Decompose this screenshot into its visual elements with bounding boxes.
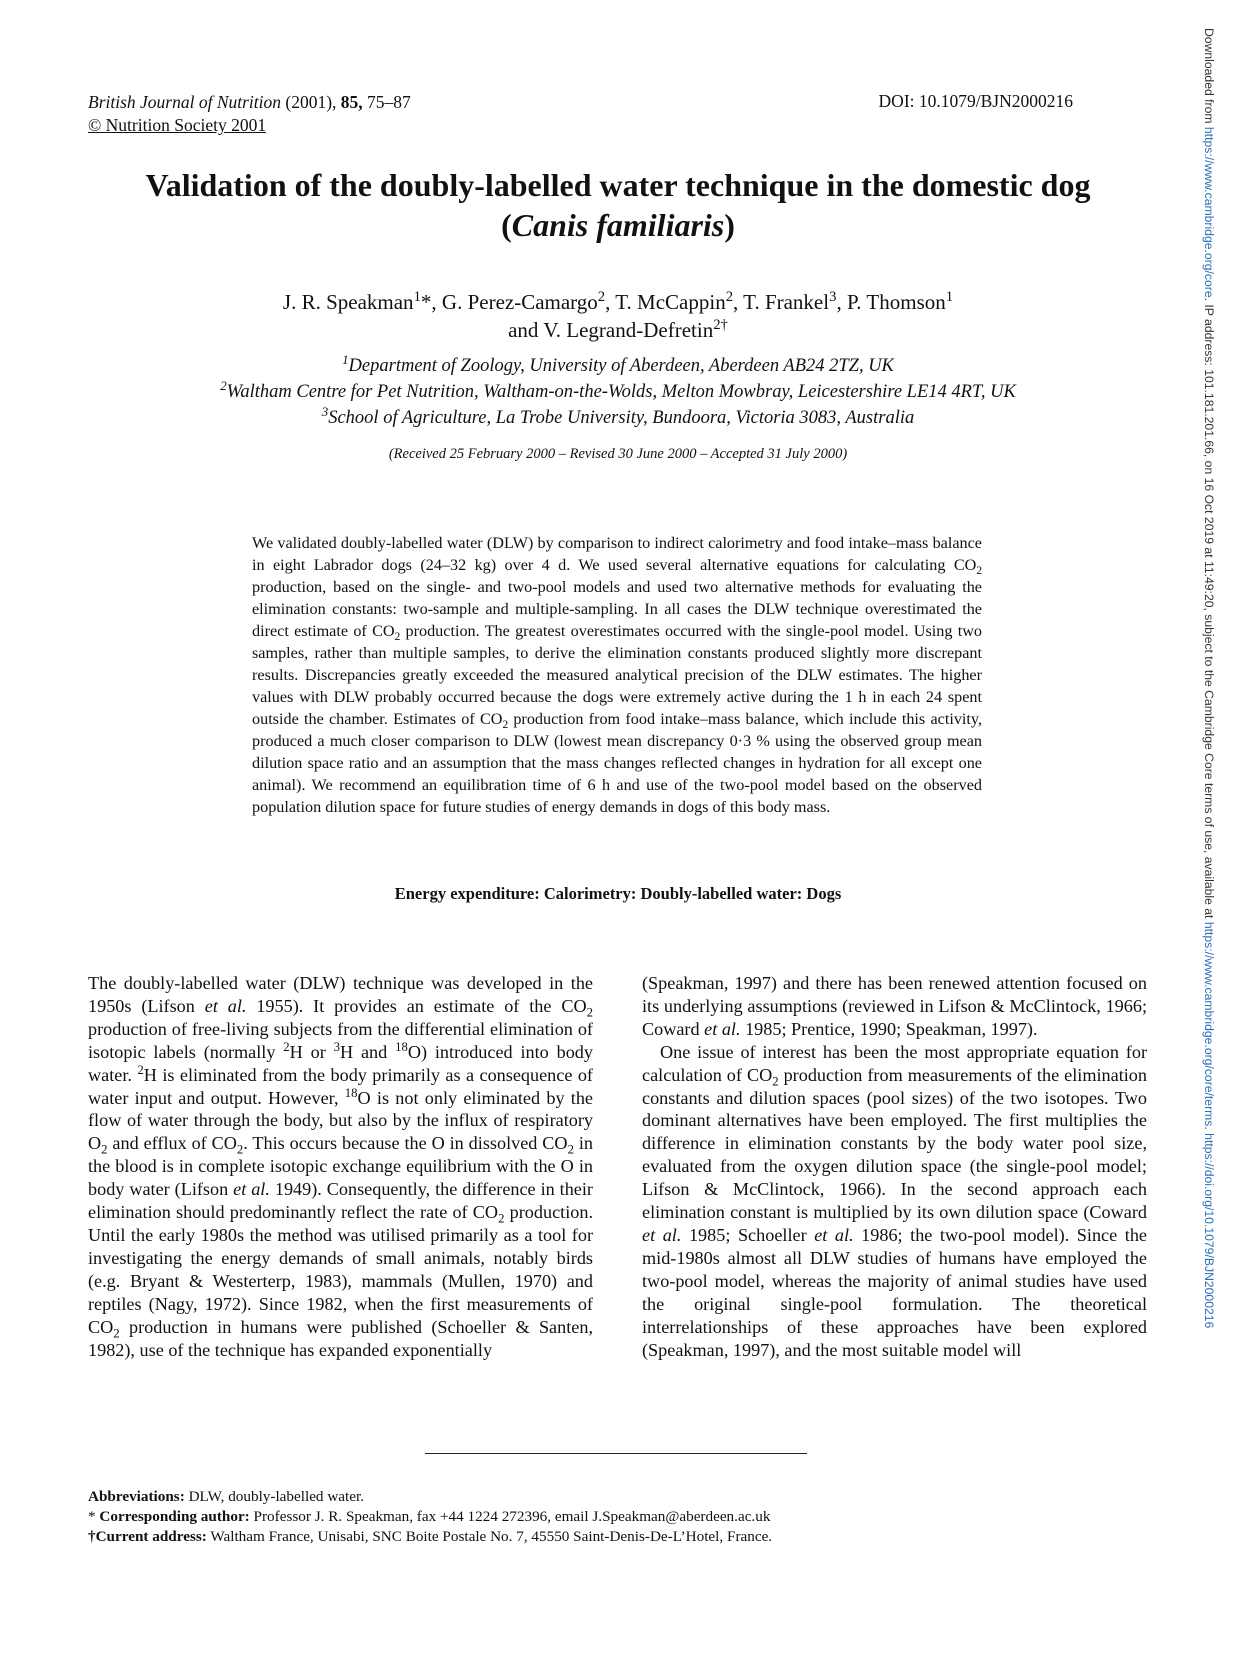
text: . This occurs because the O in dissolved CO <box>243 1133 568 1154</box>
subscript: 2 <box>236 1142 244 1157</box>
paren-close: ) <box>724 207 735 243</box>
footnote-text: Waltham France, Unisabi, SNC Boite Postale No. 7, 45550 Saint-Denis-De-L’Hotel, France. <box>206 1528 773 1545</box>
subscript: 2 <box>394 631 401 644</box>
author: P. Thomson <box>846 290 946 314</box>
text: O is not only eliminated by the flow of water through the body, but also by the influx of respiratory O <box>88 1087 594 1154</box>
subscript: 2 <box>498 1211 505 1226</box>
superscript: 18 <box>344 1085 358 1100</box>
affil-text: School of Agriculture, La Trobe University, Bundoora, Victoria 3083, Australia <box>328 408 915 428</box>
text: production from measurements of the elimination constants and dilution spaces (pool sizes) of the two isotopes. Two dominant alternatives have been employed. The first multiplies the difference in elimination constants by the body water pool size, evaluated from the oxygen dilution space (the single-pool model; Lifson & McClintock, 1966). In the second approach each elimination constant is multiplied by its own dilution space (Coward <box>642 1064 1147 1223</box>
body-column-right <box>642 972 1147 1361</box>
body-column-left <box>88 972 593 1361</box>
abstract-text: production, based on the single- and two-pool models and used two alternative methods for evaluating the elimination constants: two-sample and multiple-sampling. In all cases the DLW technique overestimated the direct estimate of CO <box>252 578 982 640</box>
abstract-text: production from food intake–mass balance, which include this activity, produced a much closer comparison to DLW (lowest mean discrepancy 0·3 % using the observed group mean dilution space ratio and an assumption that the mass changes reflected changes in hydration for all except one animal). We recommend an equilibration time of 6 h and use of the two-pool model based on the observed population dilution space for future studies of energy demands in dogs of this body mass. <box>252 710 982 816</box>
et-al: et al. <box>233 1179 270 1200</box>
text: O) introduced into body water. <box>88 1041 593 1085</box>
footnote-text: Professor J. R. Speakman, fax +44 1224 272396, email J.Speakman@aberdeen.ac.uk <box>249 1508 771 1525</box>
affil-sup: 2 <box>725 289 734 305</box>
subscript: 2 <box>976 565 982 578</box>
copyright-line: © Nutrition Society 2001 <box>88 115 267 135</box>
author: J. R. Speakman <box>282 290 414 314</box>
superscript: 2 <box>137 1062 144 1077</box>
author-line-2 <box>88 316 1148 344</box>
text: in the blood is in complete isotopic exchange equilibrium with the O in body water (Lifson <box>88 1133 593 1200</box>
text: The doubly-labelled water (DLW) technique was developed in the 1950s (Lifson <box>88 973 593 1016</box>
footnote-abbreviations <box>88 1487 772 1507</box>
journal-year: (2001), <box>285 92 337 112</box>
dagger-mark: † <box>720 317 728 333</box>
text: One issue of interest has been the most appropriate equation for calculation of CO <box>642 1041 1147 1085</box>
paragraph <box>88 972 593 1361</box>
text: production in humans were published (Schoeller & Santen, 1982), use of the technique has expanded exponentially <box>88 1316 593 1360</box>
terms-link[interactable]: https://www.cambridge.org/core/terms <box>1202 921 1216 1127</box>
affil-sup: 1 <box>945 289 954 305</box>
footnote-text: DLW, doubly-labelled water. <box>184 1488 365 1505</box>
affil-number: 1 <box>342 351 349 367</box>
footnote-label: †Current address: <box>88 1528 207 1545</box>
et-al: et al. <box>204 995 247 1016</box>
journal-pages: 75–87 <box>367 92 411 112</box>
author-list <box>88 288 1148 344</box>
species-name: Canis familiaris <box>511 207 725 243</box>
subscript: 2 <box>101 1142 108 1157</box>
affil-text: Waltham Centre for Pet Nutrition, Waltham-on-the-Wolds, Melton Mowbray, Leicestershire LE14 4RT, UK <box>226 382 1016 402</box>
subscript: 2 <box>113 1326 120 1341</box>
text: H or <box>289 1041 334 1062</box>
footnote-rule <box>425 1453 807 1454</box>
affil-number: 3 <box>321 403 329 419</box>
citation-line <box>88 91 411 114</box>
notice-sep: . <box>1202 1126 1216 1134</box>
notice-middle: . IP address: 101.181.201.66, on 16 Oct 2019 at 11:49:20, subject to the Cambridge Core terms of use, available at <box>1202 297 1216 922</box>
download-notice-text <box>1198 28 1220 1628</box>
subscript: 2 <box>772 1074 779 1089</box>
affil-sup: 1 <box>413 289 421 305</box>
asterisk-mark: * <box>88 1508 100 1525</box>
abstract-text: We validated doubly-labelled water (DLW) by comparison to indirect calorimetry and food intake–mass balance in eight Labrador dogs (24–32 kg) over 4 d. We used several alternative equations for calculating CO <box>252 534 982 574</box>
notice-prefix: Downloaded from <box>1202 28 1216 127</box>
subscript: 2 <box>586 1005 593 1020</box>
footnote-current-address <box>88 1527 772 1547</box>
doi: DOI: 10.1079/BJN2000216 <box>878 91 1073 111</box>
footnote-corresponding <box>88 1507 772 1527</box>
footnotes <box>88 1487 772 1547</box>
journal-volume: 85, <box>340 92 363 112</box>
affil-text: Department of Zoology, University of Aberdeen, Aberdeen AB24 2TZ, UK <box>348 356 894 376</box>
text: production of free-living subjects from the differential elimination of isotopic labels (normally <box>88 1018 593 1062</box>
received-dates: (Received 25 February 2000 – Revised 30 June 2000 – Accepted 31 July 2000) <box>388 446 848 462</box>
title-line-2 <box>88 205 1148 245</box>
affiliations <box>88 353 1148 431</box>
affil-sup <box>713 317 728 333</box>
text: H is eliminated from the body primarily as a consequence of water input and output. However, <box>88 1064 593 1108</box>
affil-number: 2 <box>220 377 227 393</box>
author-and: and <box>508 318 544 342</box>
title-line-1: Validation of the doubly-labelled water technique in the domestic dog <box>145 167 1091 203</box>
text: (Speakman, 1997) and there has been renewed attention focused on its underlying assumptions (reviewed in Lifson & McClintock, 1966; Coward <box>642 973 1147 1039</box>
affiliation-3 <box>88 405 1148 431</box>
abstract <box>252 532 982 818</box>
keywords: Energy expenditure: Calorimetry: Doubly-labelled water: Dogs <box>394 884 842 903</box>
superscript: 3 <box>333 1039 340 1054</box>
journal-header <box>88 91 411 137</box>
abstract-text: production. The greatest overestimates occurred with the single-pool model. Using two samples, rather than multiple samples, to derive the elimination constants produced slightly more discrepant results. Discrepancies greatly exceeded the measured analytical precision of the DLW estimates. The higher values with DLW probably occurred because the dogs were extremely active during the 1 h in each 24 spent outside the chamber. Estimates of CO <box>252 622 983 728</box>
et-al: et al. <box>814 1224 854 1245</box>
author: T. Frankel <box>743 290 830 314</box>
cambridge-core-link[interactable]: https://www.cambridge.org/core <box>1202 126 1216 298</box>
paren-open: ( <box>501 207 512 243</box>
affiliation-1 <box>88 353 1148 379</box>
affil-sup: 2 <box>597 289 606 305</box>
journal-name: British Journal of Nutrition <box>88 92 282 112</box>
text: production. Until the early 1980s the method was utilised primarily as a tool for investigating the energy demands of small animals, notably birds (e.g. Bryant & Westerterp, 1983), mammals (Mullen, 1970) and reptiles (Nagy, 1972). Since 1982, when the first measurements of CO <box>88 1202 593 1337</box>
paragraph <box>642 1041 1147 1362</box>
text: H and <box>340 1041 396 1062</box>
text: and efflux of CO <box>107 1133 237 1154</box>
download-notice <box>1198 28 1220 1628</box>
subscript: 2 <box>567 1142 574 1157</box>
footnote-label: Abbreviations: <box>88 1488 185 1505</box>
author: G. Perez-Camargo <box>441 290 598 314</box>
author: V. Legrand-Defretin <box>543 318 714 342</box>
doi-link[interactable]: https://doi.org/10.1079/BJN2000216 <box>1202 1133 1216 1329</box>
text: 1985; Schoeller <box>681 1224 815 1245</box>
superscript: 2 <box>283 1039 290 1054</box>
text: 1985; Prentice, 1990; Speakman, 1997). <box>740 1018 1038 1039</box>
footnote-label: Corresponding author: <box>99 1508 250 1525</box>
affiliation-2 <box>88 379 1148 405</box>
text: 1949). Consequently, the difference in their elimination should predominantly reflect the rate of CO <box>88 1179 593 1223</box>
author: T. McCappin <box>615 290 726 314</box>
affil-sup: 3 <box>829 289 837 305</box>
text: 1955). It provides an estimate of the CO <box>246 995 587 1016</box>
corresponding-mark: * <box>420 290 432 314</box>
text: 1986; the two-pool model). Since the mid-1980s almost all DLW studies of humans have employed the two-pool model, whereas the majority of animal studies have used the original single-pool formulation. The theoretical interrelationships of these approaches have been explored (Speakman, 1997), and the most suitable model will <box>642 1224 1147 1360</box>
author-line-1: J. R. Speakman$^1$*, G. Perez-Camargo$^2$, T. McCappin$^2$, T. Frankel$^3$, P. Thomson$^1$ <box>282 289 954 314</box>
et-al: et al. <box>642 1224 682 1245</box>
paragraph <box>642 972 1147 1041</box>
article-title <box>88 165 1148 245</box>
affil-number: 2 <box>713 317 721 333</box>
superscript: 18 <box>395 1039 408 1054</box>
et-al: et al. <box>704 1018 741 1039</box>
subscript: 2 <box>502 719 509 732</box>
